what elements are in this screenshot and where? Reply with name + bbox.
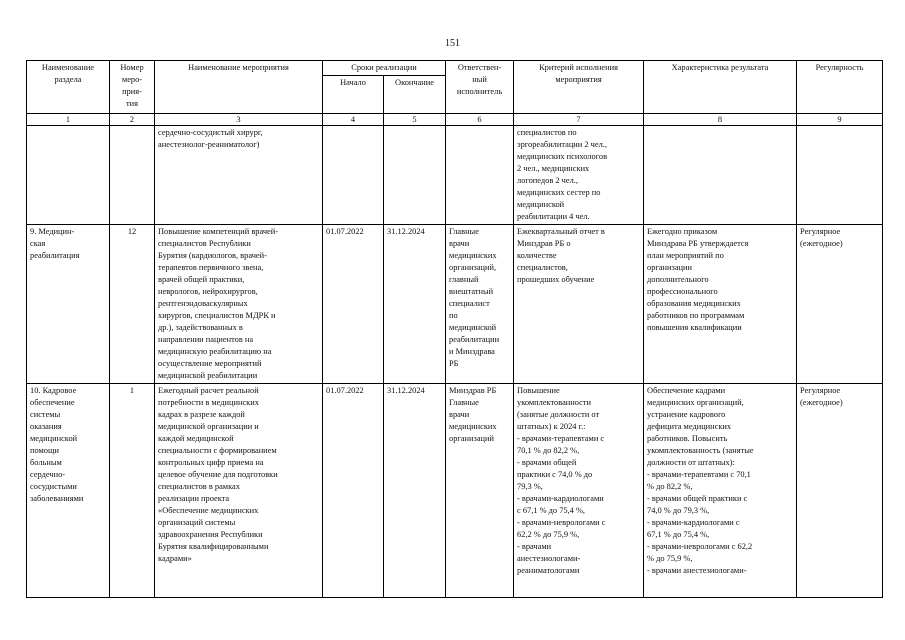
cell-line: укомплектованность (занятые [647,446,754,455]
cell-line: Повышение [517,386,560,395]
column-number: 2 [110,114,155,126]
header-measure: Наименование мероприятия [155,61,323,114]
cell-end: 31.12.2024 [384,225,446,384]
cell-section [27,384,110,598]
cell-line: реализации проекта [158,494,230,503]
cell-line: дополнительного [647,275,709,284]
cell-line: (ежегодное) [800,239,843,248]
header-end: Окончание [384,76,446,114]
cell-line: медицинской [30,434,78,443]
cell-line: профессионального [647,287,718,296]
cell-section [27,126,110,225]
page-number: 151 [445,38,460,49]
cell-line: неврологов, нейрохирургов, [158,287,258,296]
cell-line: потребности в медицинских [158,398,259,407]
cell-line: - врачами-неврологами с 62,2 [647,542,753,551]
cell-start: 01.07.2022 [323,384,384,598]
cell-end [384,126,446,225]
cell-regularity [797,126,883,225]
cell-line: сердечно-сосудистый хирург, [158,128,263,137]
cell-line: медицинской организации и [158,422,259,431]
cell-line: Минздрав РБ [449,386,497,395]
cell-line: 70,1 % до 82,2 %, [517,446,580,455]
column-number: 8 [644,114,797,126]
cell-section [27,225,110,384]
cell-line: врачей общей практики, [158,275,245,284]
column-number: 3 [155,114,323,126]
cell-line: анестезиолог-реаниматолог) [158,140,260,149]
cell-line: должности от штатных): [647,458,735,467]
cell-line: дефицита медицинских [647,422,732,431]
cell-line: Главные [449,398,479,407]
cell-line: 67,1 % до 75,4 %, [647,530,710,539]
cell-line: специалист [449,299,490,308]
cell-line: повышения квалификации [647,323,742,332]
header-number: Номер меро- прия- тия [110,61,155,114]
cell-line: организаций системы [158,518,236,527]
cell-line: % до 75,9 %, [647,554,693,563]
cell-line: реабилитация [30,251,80,260]
cell-line: медицинской реабилитации [158,371,258,380]
cell-line: Главные [449,227,479,236]
cell-line: количестве [517,251,557,260]
cell-line: ская [30,239,46,248]
cell-line: Повышение компетенций врачей- [158,227,279,236]
cell-line: практики с 74,0 % до [517,470,593,479]
table-row [27,384,883,598]
cell-line: организаций [449,434,494,443]
cell-line: - врачами общей практики с [647,494,748,503]
cell-line: образования медицинских [647,299,741,308]
cell-line: медицинскую реабилитацию на [158,347,272,356]
cell-number: 12 [110,225,155,384]
cell-criterion [514,225,644,384]
cell-line: целевое обучение для подготовки [158,470,278,479]
cell-line: по [449,311,458,320]
cell-line: медицинских организаций, [647,398,744,407]
cell-line: хирургов, специалистов МДРК и [158,311,276,320]
cell-line: реабилитации 4 чел. [517,212,590,221]
cell-line: медицинских [449,251,497,260]
column-number: 6 [446,114,514,126]
cell-line: терапевтов первичного звена, [158,263,264,272]
cell-line: организации [647,263,692,272]
cell-line: - врачами [517,542,552,551]
header-terms: Сроки реализации [323,61,446,76]
column-numbers-row [27,114,883,126]
cell-line: реабилитации [449,335,500,344]
cell-line: - врачами-терапевтами с 70,1 [647,470,751,479]
column-number: 7 [514,114,644,126]
header-section: Наименование раздела [27,61,110,114]
cell-line: Регулярное [800,386,841,395]
cell-line: Ежегодно приказом [647,227,718,236]
cell-line: 2 чел., медицинских [517,164,590,173]
cell-criterion [514,126,644,225]
cell-line: Бурятия квалифицированными [158,542,269,551]
cell-line: 74,0 % до 79,3 %, [647,506,710,515]
cell-line: - врачами-кардиологами [517,494,604,503]
cell-number: 1 [110,384,155,598]
cell-line: специалистов, [517,263,568,272]
header-start: Начало [323,76,384,114]
cell-line: устранение кадрового [647,410,726,419]
cell-result [644,126,797,225]
header-criterion: Критерий исполнения мероприятия [514,61,644,114]
cell-line: с 67,1 % до 75,4 %, [517,506,586,515]
cell-line: 9. Медицин- [30,227,75,236]
cell-number [110,126,155,225]
cell-start [323,126,384,225]
cell-line: обеспечение [30,398,75,407]
cell-line: - врачами анестезиологами- [647,566,747,575]
cell-line: врачи [449,410,470,419]
header-executor: Ответствен- ный исполнитель [446,61,514,114]
cell-line: внештатный [449,287,494,296]
cell-line: здравоохранения Республики [158,530,263,539]
cell-line: Минздрав РБ о [517,239,571,248]
cell-line: укомплектованности [517,398,592,407]
cell-measure [155,126,323,225]
cell-criterion [514,384,644,598]
cell-line: медицинской [517,200,565,209]
cell-line: направлении пациентов на [158,335,254,344]
table-row [27,126,883,225]
cell-line: и Минздрава [449,347,495,356]
cell-measure [155,384,323,598]
cell-line: медицинских сестер по [517,188,601,197]
cell-line: анестезиологами- [517,554,581,563]
cell-line: врачи [449,239,470,248]
cell-line: др.), задействованных в [158,323,243,332]
cell-end: 31.12.2024 [384,384,446,598]
cell-line: контрольных цифр приема на [158,458,264,467]
cell-line: 62,2 % до 75,9 %, [517,530,580,539]
cell-line: специалистов в рамках [158,482,240,491]
cell-line: прошедших обучение [517,275,595,284]
cell-result [644,225,797,384]
cell-line: организаций, [449,263,497,272]
cell-line: - врачами-неврологами с [517,518,606,527]
cell-line: осуществление мероприятий [158,359,262,368]
header-result: Характеристика результата [644,61,797,114]
cell-line: эргореабилитации 2 чел., [517,140,607,149]
cell-line: медицинской [449,323,497,332]
cell-line: Обеспечение кадрами [647,386,726,395]
cell-line: (ежегодное) [800,398,843,407]
cell-line: оказания [30,422,62,431]
cell-line: Ежеквартальный отчет в [517,227,605,236]
cell-result [644,384,797,598]
cell-line: специальности с формированием [158,446,277,455]
cell-line: Ежегодный расчет реальной [158,386,259,395]
cell-line: «Обеспечение медицинских [158,506,259,515]
cell-line: системы [30,410,61,419]
cell-regularity [797,225,883,384]
cell-line: % до 82,2 %, [647,482,693,491]
column-number: 5 [384,114,446,126]
column-number: 4 [323,114,384,126]
cell-start: 01.07.2022 [323,225,384,384]
cell-line: помощи [30,446,59,455]
cell-line: больным [30,458,62,467]
cell-line: Минздрава РБ утверждается [647,239,749,248]
cell-line: сосудистыми [30,482,77,491]
cell-line: специалистов по [517,128,577,137]
cell-line: РБ [449,359,459,368]
cell-line: главный [449,275,479,284]
cell-line: рентгенэндоваскулярных [158,299,248,308]
cell-line: - врачами-терапевтами с [517,434,605,443]
cell-line: медицинских психологов [517,152,608,161]
cell-measure [155,225,323,384]
cell-line: кадрах в разрезе каждой [158,410,245,419]
cell-executor [446,225,514,384]
cell-line: Регулярное [800,227,841,236]
cell-line: заболеваниями [30,494,84,503]
cell-line: сердечно- [30,470,66,479]
cell-line: - врачами общей [517,458,577,467]
cell-line: Бурятия (кардиологов, врачей- [158,251,267,260]
cell-line: штатных) к 2024 г.: [517,422,586,431]
table-row [27,225,883,384]
plan-table [26,60,883,598]
cell-line: - врачами-кардиологами с [647,518,740,527]
cell-regularity [797,384,883,598]
cell-line: специалистов Республики [158,239,251,248]
header-regularity: Регулярность [797,61,883,114]
cell-executor [446,126,514,225]
cell-line: кадрами» [158,554,192,563]
column-number: 9 [797,114,883,126]
cell-line: работников по программам [647,311,745,320]
cell-line: 10. Кадровое [30,386,77,395]
cell-line: 79,3 %, [517,482,543,491]
cell-line: работников. Повысить [647,434,728,443]
cell-line: (занятые должности от [517,410,600,419]
cell-line: каждой медицинской [158,434,234,443]
cell-line: медицинских [449,422,497,431]
cell-line: реаниматологами [517,566,580,575]
cell-executor [446,384,514,598]
cell-line: логопедов 2 чел., [517,176,578,185]
column-number: 1 [27,114,110,126]
cell-line: план мероприятий по [647,251,724,260]
